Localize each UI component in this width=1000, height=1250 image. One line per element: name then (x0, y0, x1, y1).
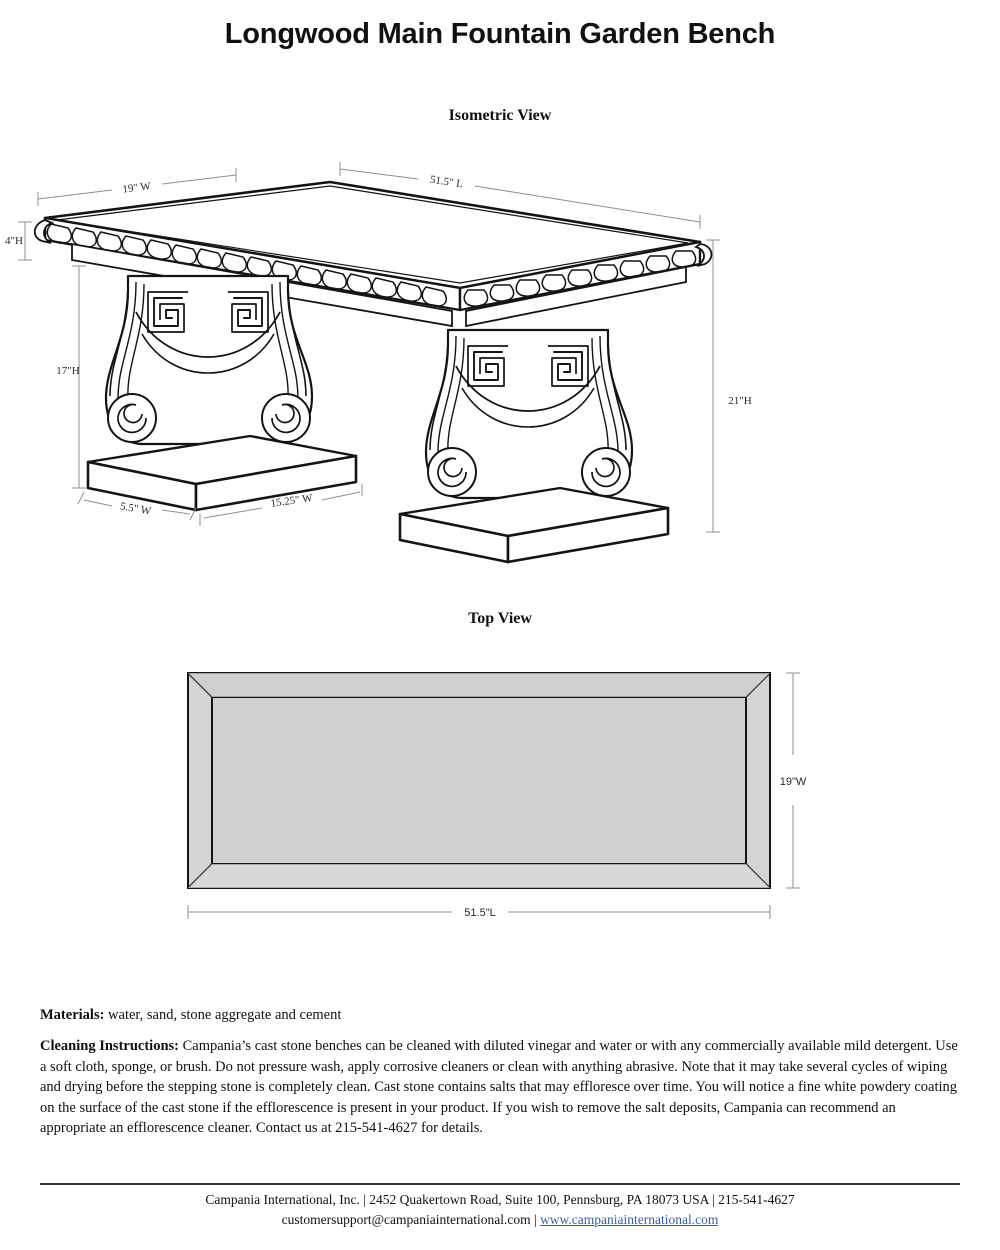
isometric-bench-svg (0, 140, 1000, 590)
dim-top-view-width: 19"W (779, 776, 807, 788)
top-view-bevel-top (188, 673, 770, 697)
top-view-heading: Top View (468, 610, 532, 627)
bench-leg-left (106, 276, 312, 444)
page-title: Longwood Main Fountain Garden Bench (224, 18, 776, 50)
cleaning-instructions-label: Cleaning Instructions: (40, 1038, 179, 1054)
cleaning-instructions-block (40, 1036, 960, 1139)
dim-leg-height: 17"H (56, 365, 80, 377)
dim-seat-thickness: 4"H (5, 235, 23, 247)
materials-value: water, sand, stone aggregate and cement (104, 1007, 342, 1023)
dim-overall-height: 21"H (728, 395, 752, 407)
top-view-svg (0, 645, 1000, 935)
top-view-bevel-bottom (188, 864, 770, 888)
footer (0, 1190, 1000, 1231)
footer-divider (40, 1183, 960, 1185)
dim-seat-length: 51.5" L (429, 173, 464, 191)
cleaning-instructions-value: Campania’s cast stone benches can be cleaned with diluted vinegar and water or with any commercially available mild detergent. Use a soft cloth, sponge, or brush. Do not pressure wash, apply corrosive cleaners or clean with anything abrasive. Note that it may take several cycles of wiping and drying before the stepping stone is completely clean. Cast stone contains salts that may effloresce over time. You will notice a fine white powdery coating on the surface of the cast stone if the efflorescence is present in your product. If you wish to remove the salt deposits, Campania can recommend an appropriate an efflorescence cleaner. Contact us at 215-541-4627 for details. (40, 1038, 958, 1137)
footer-website-link[interactable]: www.campaniainternational.com (540, 1212, 719, 1228)
top-view-drawing (0, 645, 1000, 935)
dim-top-view-length: 51.5"L (464, 907, 496, 919)
dim-base-width: 15.25" W (269, 492, 314, 510)
footer-company-line: Campania International, Inc. | 2452 Quakertown Road, Suite 100, Pennsburg, PA 18073 USA | 215-541-4627 (205, 1192, 795, 1207)
bench-leg-right (426, 330, 632, 498)
top-view-inner-panel (212, 697, 746, 864)
materials-block (40, 1006, 960, 1025)
footer-email-text: customersupport@campaniainternational.com | (281, 1212, 541, 1228)
footer-contact-line (0, 1210, 1000, 1230)
dim-seat-width: 19" W (121, 180, 152, 196)
plinth-base-left (88, 436, 356, 510)
plinth-base-right (400, 488, 668, 562)
isometric-view-heading: Isometric View (448, 107, 552, 124)
materials-label: Materials: (40, 1007, 105, 1023)
isometric-view-drawing (0, 140, 1000, 590)
dim-base-depth: 5.5" W (119, 500, 152, 518)
